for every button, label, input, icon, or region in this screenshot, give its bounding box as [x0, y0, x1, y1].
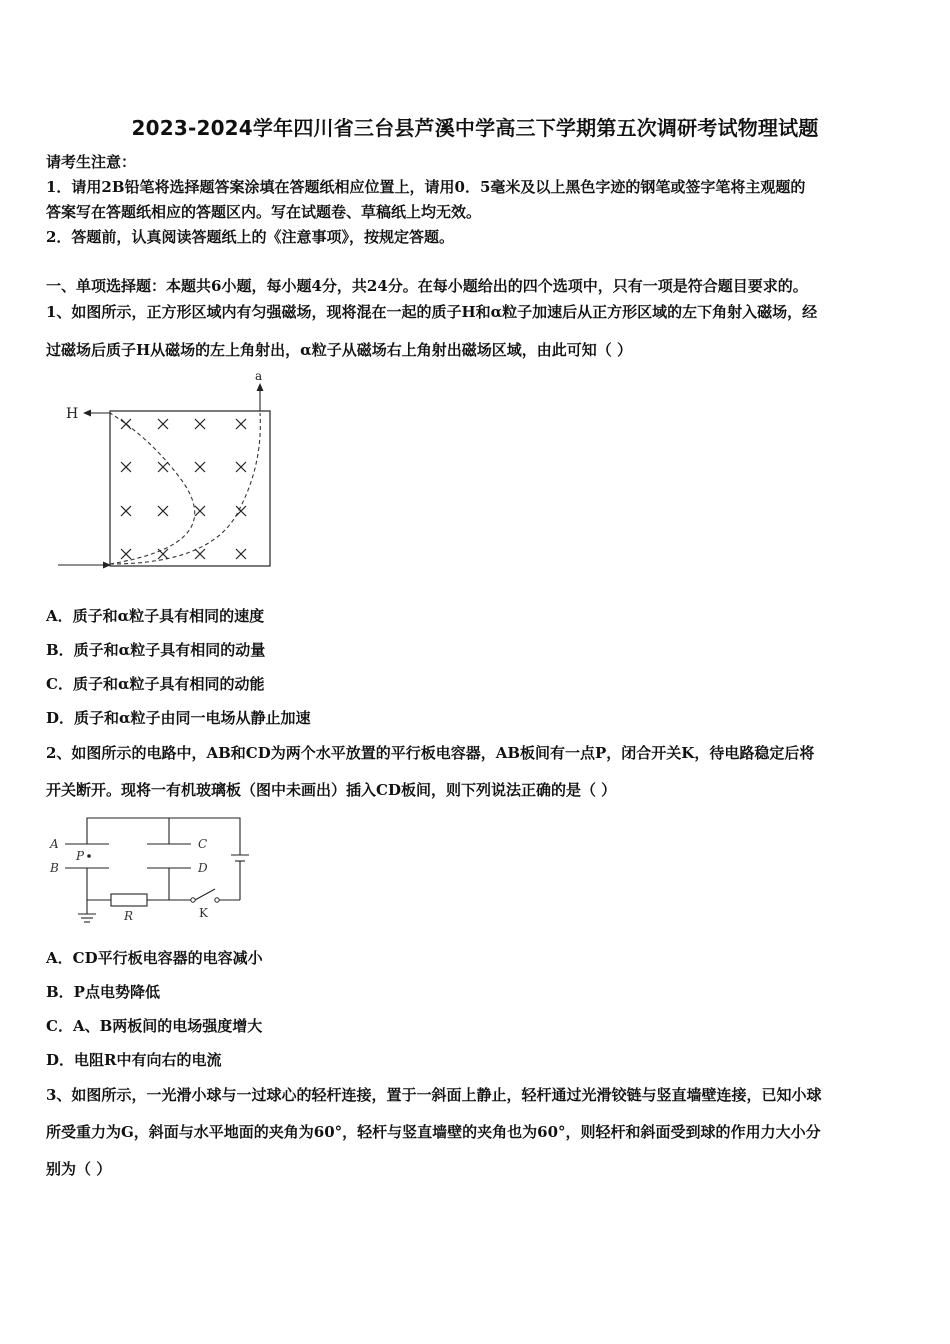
- question-3-text: 所受重力为G，斜面与水平地面的夹角为60°，轻杆与竖直墙壁的夹角也为60°，则轻杆和斜面受到球的作用力大小分: [46, 1123, 821, 1141]
- field-x-icon: [236, 419, 246, 429]
- notice-heading: 请考生注意：: [46, 153, 137, 171]
- field-x-icon: [121, 419, 131, 429]
- field-x-marks: [121, 419, 246, 559]
- field-x-icon: [195, 506, 205, 516]
- label-R: R: [124, 909, 134, 923]
- page-title: 2023-2024学年四川省三台县芦溪中学高三下学期第五次调研考试物理试题: [131, 116, 819, 140]
- q1-option-d: D．质子和α粒子由同一电场从静止加速: [46, 709, 311, 727]
- field-x-icon: [236, 549, 246, 559]
- q1-option-c: C．质子和α粒子具有相同的动能: [46, 675, 265, 693]
- field-x-icon: [158, 549, 168, 559]
- label-K: K: [199, 906, 208, 920]
- point-P: [87, 854, 91, 858]
- switch-contact: [191, 898, 195, 902]
- q2-option-c: C．A、B两板间的电场强度增大: [46, 1017, 263, 1035]
- label-A: A: [50, 837, 59, 851]
- field-square: [110, 411, 270, 566]
- question-3-text: 别为（ ）: [46, 1160, 112, 1178]
- notice-item: 2．答题前，认真阅读答题纸上的《注意事项》，按规定答题。: [46, 228, 454, 246]
- question-1-text: 过磁场后质子H从磁场的左上角射出，α粒子从磁场右上角射出磁场区域，由此可知（ ）: [46, 341, 632, 359]
- label-a: a: [255, 369, 263, 383]
- notice-item: 答案写在答题纸相应的答题区内。写在试题卷、草稿纸上均无效。: [46, 203, 482, 221]
- arrow-left-icon: [83, 410, 91, 417]
- field-x-icon: [195, 462, 205, 472]
- switch-contact: [215, 898, 219, 902]
- field-x-icon: [158, 506, 168, 516]
- question-2-text: 2、如图所示的电路中，AB和CD为两个水平放置的平行板电容器，AB板间有一点P，闭合开关K，待电路稳定后将: [46, 744, 815, 762]
- field-x-icon: [121, 506, 131, 516]
- field-x-icon: [158, 462, 168, 472]
- question-2-text: 开关断开。现将一有机玻璃板（图中未画出）插入CD板间，则下列说法正确的是（ ）: [46, 781, 617, 799]
- field-x-icon: [236, 462, 246, 472]
- notice-item: 1．请用2B铅笔将选择题答案涂填在答题纸相应位置上，请用0．5毫米及以上黑色字迹的钢笔或签字笔将主观题的: [46, 178, 806, 196]
- question-1-text: 1、如图所示，正方形区域内有匀强磁场，现将混在一起的质子H和α粒子加速后从正方形区域的左下角射入磁场，经: [46, 303, 818, 321]
- alpha-path: [110, 413, 260, 564]
- section-header: 一、单项选择题：本题共6小题，每小题4分，共24分。在每小题给出的四个选项中，只有一项是符合题目要求的。: [46, 277, 808, 295]
- q1-option-b: B．质子和α粒子具有相同的动量: [46, 641, 266, 659]
- magnetic-field-figure: [55, 368, 285, 578]
- field-x-icon: [195, 549, 205, 559]
- field-x-icon: [195, 419, 205, 429]
- label-D: D: [198, 861, 208, 875]
- q2-option-a: A．CD平行板电容器的电容减小: [46, 949, 263, 967]
- proton-path: [110, 413, 195, 564]
- label-B: B: [50, 861, 59, 875]
- label-C: C: [198, 837, 208, 851]
- field-x-icon: [121, 549, 131, 559]
- field-x-icon: [158, 419, 168, 429]
- arrow-up-icon: [257, 383, 264, 391]
- q2-option-d: D．电阻R中有向右的电流: [46, 1051, 222, 1069]
- q1-option-a: A．质子和α粒子具有相同的速度: [46, 607, 265, 625]
- label-P: P: [76, 849, 85, 863]
- circuit-figure: [45, 810, 260, 930]
- question-3-text: 3、如图所示，一光滑小球与一过球心的轻杆连接，置于一斜面上静止，轻杆通过光滑铰链与竖直墙壁连接，已知小球: [46, 1086, 822, 1104]
- field-x-icon: [121, 462, 131, 472]
- label-H: H: [66, 406, 79, 422]
- q2-option-b: B．P点电势降低: [46, 983, 160, 1001]
- field-x-icon: [236, 506, 246, 516]
